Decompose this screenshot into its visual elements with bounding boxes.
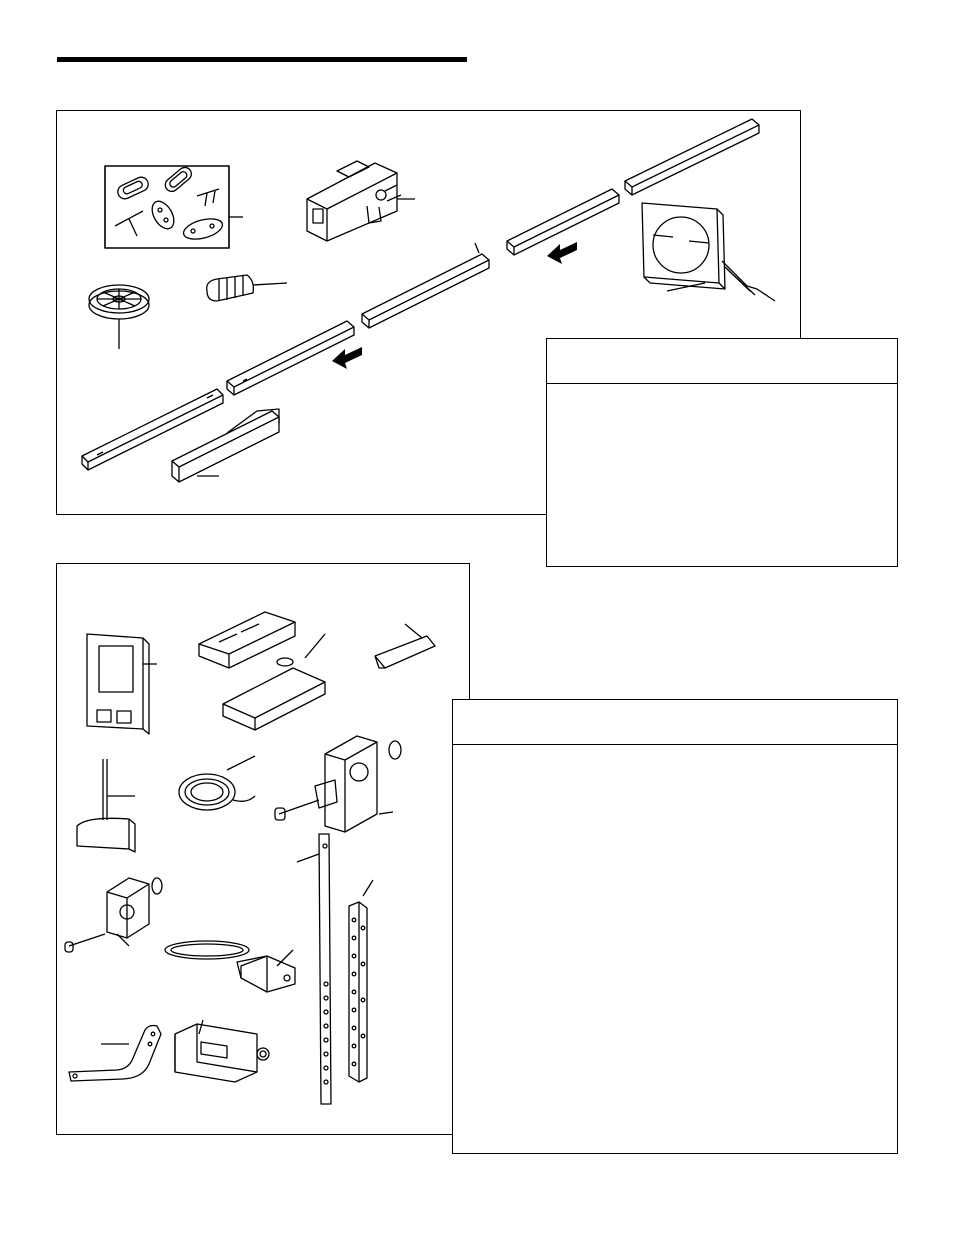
hardware-figure xyxy=(56,563,470,1135)
door-control-icon xyxy=(87,634,157,734)
assembly-arrow-icon xyxy=(332,242,577,369)
straight-door-arm-icon xyxy=(297,834,331,1104)
rail-section-2-icon xyxy=(227,321,354,395)
chain-hardware-bag-icon xyxy=(105,165,243,248)
safety-sensor-icon xyxy=(165,941,295,992)
angle-iron-icon xyxy=(349,880,373,1082)
hardware-parts-legend-title xyxy=(453,700,897,745)
rail-section-3-icon xyxy=(362,243,489,328)
door-bracket-icon xyxy=(275,736,401,832)
release-handle-icon xyxy=(375,624,435,668)
remote-control-icon xyxy=(199,612,325,730)
rail-section-1-icon xyxy=(82,389,223,470)
latch-bracket-icon xyxy=(175,1020,269,1082)
rail-section-4-icon xyxy=(507,189,619,255)
trolley-icon xyxy=(307,161,415,241)
curved-door-arm-icon xyxy=(69,1026,161,1082)
sprocket-cover-icon xyxy=(642,203,775,301)
rail-section-5-icon xyxy=(625,119,759,195)
section-title-rule xyxy=(57,57,467,62)
release-rope-handle-icon xyxy=(77,759,135,852)
bell-wire-icon xyxy=(179,756,255,810)
spring-icon xyxy=(207,275,287,301)
sensor-bracket-icon xyxy=(65,878,162,952)
rail-parts-legend-title xyxy=(547,339,897,384)
idler-pulley-icon xyxy=(89,285,149,349)
rail-parts-legend xyxy=(546,338,898,567)
hardware-parts-legend xyxy=(452,699,898,1154)
